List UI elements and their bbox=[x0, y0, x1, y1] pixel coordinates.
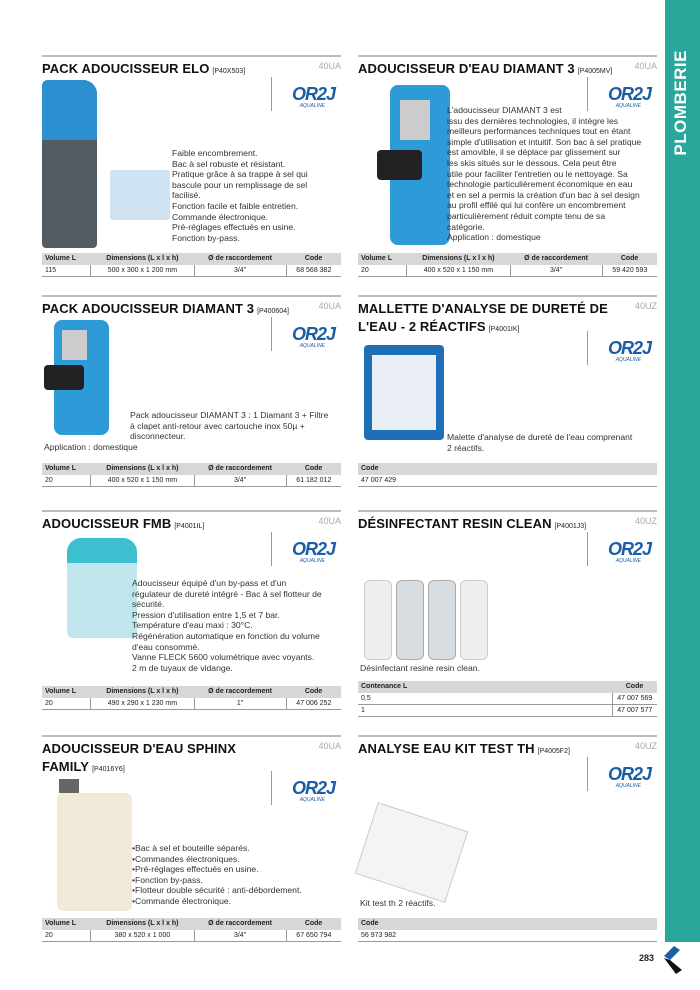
product-description: Pack adoucisseur DIAMANT 3 : 1 Diamant 3 + Filtre à clapet anti-retour avec cartouche inox 50µ + disconnecteur. bbox=[130, 410, 329, 442]
table-cell: 400 x 520 x 1 150 mm bbox=[407, 265, 510, 277]
column-header: Volume L bbox=[42, 463, 91, 475]
brand-logo bbox=[587, 331, 651, 365]
product-description: Malette d'analyse de dureté de l'eau comprenant 2 réactifs. bbox=[447, 432, 633, 453]
brand-logo-sub: AQUALINE bbox=[299, 797, 325, 803]
table-row bbox=[358, 265, 657, 277]
column-header: Dimensions (L x l x h) bbox=[91, 253, 194, 265]
product-card bbox=[42, 510, 341, 710]
product-description: L'adoucisseur DIAMANT 3 est issu des dernières technologies, il intègre les meilleurs performances techniques tout en étant simple d'utilisation et intuitif. Son bac à sel pratique est amovible, il se déplace par glissement sur les skis situés sur le dessous. Cela peut être utile pour faciliter l'entretien ou le nettoyage. Sa technologie particulièrement économique en eau et en sel a permis la création d'un bac à sel design au profil effilé qui lui confère un encombrement particulièrement réduit compte tenu de sa catégorie. Application : domestique bbox=[447, 105, 642, 243]
spec-table bbox=[358, 463, 657, 488]
product-card bbox=[42, 735, 341, 942]
table-cell: 67 650 794 bbox=[286, 930, 341, 942]
column-header: Ø de raccordement bbox=[194, 253, 286, 265]
column-header: Dimensions (L x l x h) bbox=[91, 686, 194, 698]
product-title: ADOUCISSEUR D'EAU SPHINX FAMILY bbox=[42, 741, 237, 774]
product-description: Désinfectant resine resin clean. bbox=[360, 663, 480, 673]
brand-logo bbox=[271, 77, 335, 111]
table-cell: 3/4" bbox=[510, 265, 602, 277]
brand-logo-sub: AQUALINE bbox=[615, 783, 641, 789]
product-ref: [P4016Y6] bbox=[92, 766, 125, 773]
product-card bbox=[358, 295, 657, 487]
brand-logo-text: OR2J bbox=[291, 777, 335, 798]
brand-logo-text: OR2J bbox=[607, 337, 651, 358]
table-header-row bbox=[42, 918, 341, 930]
brand-logo-text: OR2J bbox=[291, 323, 335, 344]
table-cell: 47 007 429 bbox=[358, 475, 657, 487]
product-category: 40UA bbox=[318, 61, 341, 71]
table-row bbox=[42, 698, 341, 710]
product-category: 40UZ bbox=[634, 516, 657, 526]
brand-logo bbox=[271, 317, 335, 351]
product-title: PACK ADOUCISSEUR DIAMANT 3 bbox=[42, 301, 255, 316]
product-description: Faible encombrement. Bac à sel robuste et résistant. Pratique grâce à sa trappe à sel qui bascule pour un remplissage de sel facilisé. Fonction facile et faible entretien. Commande électronique. Pré-réglages effectués en usine. Fonction by-pass. bbox=[172, 148, 308, 243]
product-card bbox=[358, 510, 657, 717]
spec-table bbox=[42, 253, 341, 278]
column-header: Ø de raccordement bbox=[194, 463, 286, 475]
brand-logo-sub: AQUALINE bbox=[615, 103, 641, 109]
column-header: Dimensions (L x l x h) bbox=[91, 463, 194, 475]
table-cell: 61 182 012 bbox=[286, 475, 341, 487]
table-cell: 3/4" bbox=[194, 265, 286, 277]
product-category: 40UZ bbox=[634, 301, 657, 311]
spec-table bbox=[358, 681, 657, 718]
column-header: Code bbox=[612, 681, 657, 693]
table-cell: 490 x 290 x 1 230 mm bbox=[91, 698, 194, 710]
brand-logo-text: OR2J bbox=[607, 83, 651, 104]
product-image-part bbox=[377, 150, 422, 180]
product-description: •Bac à sel et bouteille séparés. •Commandes électroniques. •Pré-réglages effectués en usine. •Fonction by-pass. •Flotteur double sécurité : anti-débordement. •Commande électronique. bbox=[132, 843, 302, 906]
table-header-row bbox=[358, 253, 657, 265]
table-cell: 3/4" bbox=[194, 930, 286, 942]
product-category: 40UA bbox=[318, 516, 341, 526]
product-title: DÉSINFECTANT RESIN CLEAN bbox=[358, 516, 552, 531]
column-header: Code bbox=[286, 463, 341, 475]
table-row bbox=[358, 693, 657, 705]
table-cell: 1 bbox=[358, 705, 612, 717]
product-card bbox=[42, 55, 341, 277]
brand-logo-text: OR2J bbox=[607, 538, 651, 559]
product-header bbox=[358, 295, 657, 336]
section-label: PLOMBERIE bbox=[671, 50, 690, 156]
chevron-logo-icon bbox=[660, 944, 690, 976]
table-cell: 20 bbox=[42, 930, 91, 942]
product-ref: [P4005F2] bbox=[537, 748, 570, 755]
spec-table bbox=[358, 253, 657, 278]
brand-logo-sub: AQUALINE bbox=[615, 357, 641, 363]
product-ref: [P400604] bbox=[257, 308, 289, 315]
product-card bbox=[358, 735, 657, 942]
product-header bbox=[358, 55, 657, 78]
product-category: 40UA bbox=[318, 741, 341, 751]
column-header: Contenance L bbox=[358, 681, 612, 693]
product-category: 40UZ bbox=[634, 741, 657, 751]
product-image-part bbox=[57, 793, 132, 911]
brand-logo bbox=[271, 771, 335, 805]
table-cell: 68 568 382 bbox=[286, 265, 341, 277]
table-row bbox=[42, 265, 341, 277]
table-row bbox=[42, 475, 341, 487]
table-cell: 20 bbox=[42, 698, 91, 710]
table-row bbox=[358, 705, 657, 717]
column-header: Volume L bbox=[358, 253, 407, 265]
brand-logo-sub: AQUALINE bbox=[615, 558, 641, 564]
product-image-part bbox=[460, 580, 488, 660]
table-header-row bbox=[42, 253, 341, 265]
product-title: PACK ADOUCISSEUR ELO bbox=[42, 61, 210, 76]
table-cell: 59 420 593 bbox=[602, 265, 657, 277]
column-header: Volume L bbox=[42, 918, 91, 930]
table-row bbox=[42, 930, 341, 942]
table-row bbox=[358, 475, 657, 487]
product-image-part bbox=[42, 80, 97, 140]
product-ref: [P40X503] bbox=[212, 68, 246, 75]
table-header-row bbox=[42, 686, 341, 698]
brand-logo bbox=[587, 532, 651, 566]
table-header-row bbox=[358, 681, 657, 693]
product-application: Application : domestique bbox=[44, 442, 138, 452]
table-cell: 115 bbox=[42, 265, 91, 277]
table-cell: 500 x 300 x 1 200 mm bbox=[91, 265, 194, 277]
brand-logo-text: OR2J bbox=[291, 83, 335, 104]
product-card bbox=[358, 55, 657, 277]
table-header-row bbox=[358, 463, 657, 475]
table-cell: 1" bbox=[194, 698, 286, 710]
product-ref: [P4001J3] bbox=[554, 523, 587, 530]
section-tab bbox=[665, 0, 700, 942]
spec-table bbox=[358, 918, 657, 943]
column-header: Ø de raccordement bbox=[194, 918, 286, 930]
product-category: 40UA bbox=[318, 301, 341, 311]
product-image-part bbox=[372, 355, 436, 430]
brand-logo-sub: AQUALINE bbox=[299, 103, 325, 109]
product-ref: [P4005MV] bbox=[577, 68, 613, 75]
product-ref: [P4001IK] bbox=[488, 326, 520, 333]
table-cell: 3/4" bbox=[194, 475, 286, 487]
brand-logo-text: OR2J bbox=[607, 763, 651, 784]
product-header bbox=[42, 295, 341, 318]
product-image-part bbox=[110, 170, 170, 220]
product-title: ANALYSE EAU KIT TEST TH bbox=[358, 741, 535, 756]
column-header: Code bbox=[286, 686, 341, 698]
product-image-part bbox=[396, 580, 424, 660]
table-cell: 400 x 520 x 1 150 mm bbox=[91, 475, 194, 487]
table-cell: 47 007 569 bbox=[612, 693, 657, 705]
table-cell: 20 bbox=[358, 265, 407, 277]
spec-table bbox=[42, 463, 341, 488]
brand-logo-sub: AQUALINE bbox=[299, 558, 325, 564]
product-ref: [P4001IL] bbox=[174, 523, 205, 530]
brand-logo-text: OR2J bbox=[291, 538, 335, 559]
column-header: Code bbox=[602, 253, 657, 265]
product-image-part bbox=[67, 538, 137, 563]
product-image-part bbox=[364, 580, 392, 660]
product-header bbox=[358, 510, 657, 533]
column-header: Ø de raccordement bbox=[510, 253, 602, 265]
product-image-part bbox=[355, 802, 469, 903]
product-card bbox=[42, 295, 341, 487]
column-header: Dimensions (L x l x h) bbox=[407, 253, 510, 265]
table-cell: 47 006 252 bbox=[286, 698, 341, 710]
product-title: ADOUCISSEUR D'EAU DIAMANT 3 bbox=[358, 61, 575, 76]
table-row bbox=[358, 930, 657, 942]
spec-table bbox=[42, 686, 341, 711]
table-cell: 47 007 577 bbox=[612, 705, 657, 717]
product-image bbox=[42, 55, 182, 255]
product-title: MALLETTE D'ANALYSE DE DURETÉ DE L'EAU - 2 RÉACTIFS bbox=[358, 301, 608, 334]
table-header-row bbox=[42, 463, 341, 475]
column-header: Volume L bbox=[42, 253, 91, 265]
product-header bbox=[42, 735, 341, 776]
table-cell: 380 x 520 x 1 000 bbox=[91, 930, 194, 942]
product-image-part bbox=[62, 330, 87, 360]
column-header: Code bbox=[286, 253, 341, 265]
brand-logo-sub: AQUALINE bbox=[299, 343, 325, 349]
table-cell: 56 973 982 bbox=[358, 930, 657, 942]
spec-table bbox=[42, 918, 341, 943]
table-header-row bbox=[358, 918, 657, 930]
brand-logo bbox=[587, 757, 651, 791]
product-header bbox=[358, 735, 657, 758]
product-category: 40UA bbox=[634, 61, 657, 71]
product-description: Kit test th 2 réactifs. bbox=[360, 898, 436, 908]
brand-logo bbox=[271, 532, 335, 566]
product-image-part bbox=[400, 100, 430, 140]
product-image-part bbox=[59, 779, 79, 793]
table-cell: 0,5 bbox=[358, 693, 612, 705]
column-header: Code bbox=[358, 463, 657, 475]
column-header: Ø de raccordement bbox=[194, 686, 286, 698]
table-cell: 20 bbox=[42, 475, 91, 487]
column-header: Volume L bbox=[42, 686, 91, 698]
column-header: Code bbox=[286, 918, 341, 930]
page-number: 283 bbox=[639, 953, 655, 963]
column-header: Code bbox=[358, 918, 657, 930]
product-header bbox=[42, 510, 341, 533]
product-header bbox=[42, 55, 341, 78]
product-image-part bbox=[428, 580, 456, 660]
column-header: Dimensions (L x l x h) bbox=[91, 918, 194, 930]
product-title: ADOUCISSEUR FMB bbox=[42, 516, 172, 531]
product-description: Adoucisseur équipé d'un by-pass et d'un régulateur de dureté intégré - Bac à sel flotteur de sécurité. Pression d'utilisation entre 1,5 et 7 bar. Température d'eau maxi : 30°C. Régénération automatique en fonction du volume d'eau consommé. Vanne FLECK 5600 volumétrique avec voyants. 2 m de tuyaux de vidange. bbox=[132, 578, 322, 673]
product-image-part bbox=[44, 365, 84, 390]
